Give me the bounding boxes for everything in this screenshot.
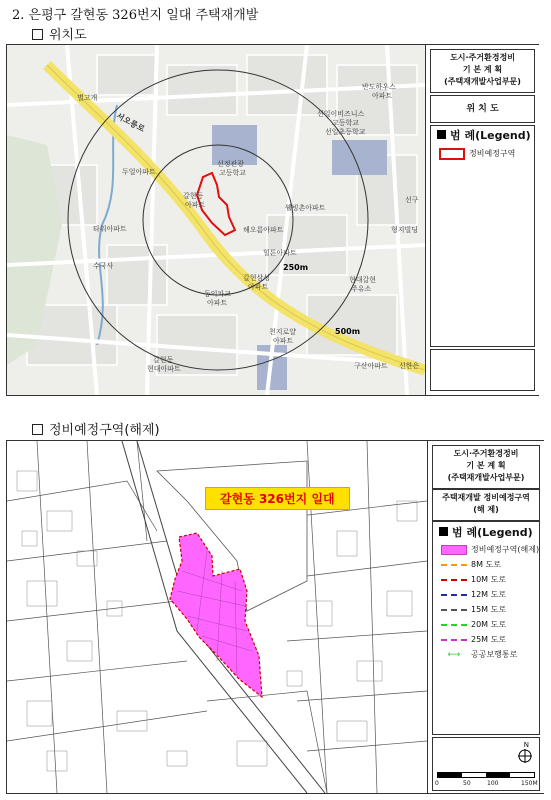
north-scale-box bbox=[432, 737, 540, 791]
legend-item-label: 정비예정구역(해제) bbox=[471, 545, 540, 554]
map-label: 현대아파트 bbox=[147, 365, 181, 373]
map-label: 아파트 bbox=[185, 201, 206, 209]
north-label: N bbox=[523, 741, 529, 749]
plan-title-line: (주택재개발사업부문) bbox=[447, 473, 525, 482]
map-label: 갈현동 bbox=[153, 356, 174, 364]
map-label: 아파트 bbox=[273, 337, 294, 345]
map-label: 구산아파트 bbox=[354, 362, 388, 370]
map-label: 갈현동 bbox=[183, 192, 204, 200]
map-label: 갈현삼성 bbox=[243, 274, 271, 282]
legend-item bbox=[441, 574, 506, 586]
map-title-box bbox=[432, 489, 540, 521]
legend-item-label: 공공보행통로 bbox=[471, 650, 518, 659]
map-label: 주유소 bbox=[351, 285, 372, 293]
map-label-road: 서오릉로 bbox=[114, 111, 147, 134]
legend-item bbox=[439, 148, 515, 160]
map-label: 선일초등학교 bbox=[325, 128, 366, 136]
legend-swatch-fill bbox=[441, 545, 467, 555]
map-label: 반도하우스 bbox=[362, 83, 396, 91]
scale-label: 150M bbox=[521, 780, 538, 787]
legend-swatch-red bbox=[439, 148, 465, 160]
legend-box bbox=[432, 521, 540, 735]
plan-title-line: (주택재개발사업부문) bbox=[444, 77, 521, 86]
map-label: 형지빌딩 bbox=[391, 226, 419, 234]
map-label: 수국사 bbox=[93, 262, 114, 270]
legend-swatch-line bbox=[441, 579, 467, 581]
map-label: 해오름아파트 bbox=[243, 226, 284, 234]
district-map-panel bbox=[6, 440, 544, 794]
legend-title bbox=[431, 130, 534, 142]
map-label: 웰빙촌아파트 bbox=[285, 204, 326, 212]
legend-item bbox=[441, 559, 501, 571]
legend-item bbox=[441, 649, 517, 661]
map-label: 선일이비즈니스 bbox=[317, 110, 365, 118]
location-map-panel bbox=[6, 44, 539, 396]
section1-title bbox=[32, 24, 87, 43]
north-arrow-icon bbox=[517, 748, 533, 764]
legend-swatch-line bbox=[441, 639, 467, 641]
scale-label: 50 bbox=[463, 780, 471, 787]
legend-title bbox=[433, 527, 539, 539]
map-label: 아파트 bbox=[372, 92, 393, 100]
page-heading: 2. 은평구 갈현동 326번지 일대 주택재개발 bbox=[12, 8, 259, 23]
map-label: 동익파크 bbox=[204, 290, 232, 298]
area-callout: 갈현동 326번지 일대 bbox=[205, 487, 350, 510]
legend-arrow-icon: ⟷ bbox=[447, 650, 461, 660]
checkbox-icon bbox=[32, 29, 43, 40]
plan-title-box bbox=[430, 49, 535, 93]
legend-item-label: 정비예정구역 bbox=[469, 149, 516, 158]
map-label: 선정관광 bbox=[217, 160, 245, 168]
plan-title-line: 기 본 계 획 bbox=[462, 65, 503, 74]
legend-item bbox=[441, 589, 506, 601]
legend-item bbox=[441, 604, 506, 616]
map-label: 아파트 bbox=[248, 283, 269, 291]
map-label: 고등학교 bbox=[219, 169, 247, 177]
map-label: 고등학교 bbox=[332, 119, 360, 127]
section2-title-text: 정비예정구역(해제) bbox=[49, 423, 160, 438]
map-title-box: 위 치 도 bbox=[430, 95, 535, 123]
scale-label: 0 bbox=[435, 780, 439, 787]
section2-title bbox=[32, 419, 160, 438]
map-title-line: (해 제) bbox=[473, 505, 499, 514]
map-label: 선구 bbox=[405, 196, 419, 204]
legend-swatch-line bbox=[441, 594, 467, 596]
district-map-sidebar bbox=[427, 441, 544, 793]
legend-title-text: 범 례(Legend) bbox=[452, 526, 533, 539]
radius-label-250m: 250m bbox=[283, 263, 309, 272]
map-label: 별고개 bbox=[77, 94, 98, 102]
legend-item-label: 25M 도로 bbox=[471, 635, 507, 644]
map-label: 천지로얄 bbox=[269, 328, 297, 336]
legend-square-icon bbox=[437, 130, 446, 139]
legend-item-label: 8M 도로 bbox=[471, 560, 501, 569]
legend-item-label: 15M 도로 bbox=[471, 605, 507, 614]
checkbox-icon bbox=[32, 424, 43, 435]
location-map-sidebar bbox=[425, 45, 539, 395]
map-label: 힐튼아파트 bbox=[263, 249, 297, 257]
legend-swatch-line bbox=[441, 609, 467, 611]
map-title-line: 주택재개발 정비예정구역 bbox=[442, 493, 530, 502]
location-map bbox=[7, 45, 425, 395]
plan-title-line: 도시·주거환경정비 bbox=[450, 53, 515, 62]
legend-swatch-line bbox=[441, 624, 467, 626]
radius-label-500m: 500m bbox=[335, 327, 361, 336]
legend-title-text: 범 례(Legend) bbox=[450, 129, 531, 142]
section1-title-text: 위치도 bbox=[49, 28, 87, 43]
map-label: 신한은 bbox=[399, 362, 420, 370]
legend-item-label: 10M 도로 bbox=[471, 575, 507, 584]
legend-swatch-line bbox=[441, 564, 467, 566]
map-label: 두얼아파트 bbox=[122, 168, 156, 176]
plan-title-box bbox=[432, 445, 540, 489]
district-map bbox=[7, 441, 427, 793]
map-label: 아파트 bbox=[207, 299, 228, 307]
plan-title-line: 도시·주거환경정비 bbox=[453, 449, 519, 458]
legend-item-label: 20M 도로 bbox=[471, 620, 507, 629]
sidebar-blank-box bbox=[430, 349, 535, 391]
scale-label: 100 bbox=[487, 780, 499, 787]
legend-square-icon bbox=[439, 527, 448, 536]
plan-title-line: 기 본 계 획 bbox=[466, 461, 506, 470]
map-label: 타워아파트 bbox=[93, 225, 127, 233]
map-label: 현대갈현 bbox=[349, 276, 377, 284]
legend-item bbox=[441, 544, 539, 556]
legend-item bbox=[441, 634, 506, 646]
legend-item bbox=[441, 619, 506, 631]
legend-item-label: 12M 도로 bbox=[471, 590, 507, 599]
legend-box bbox=[430, 125, 535, 347]
